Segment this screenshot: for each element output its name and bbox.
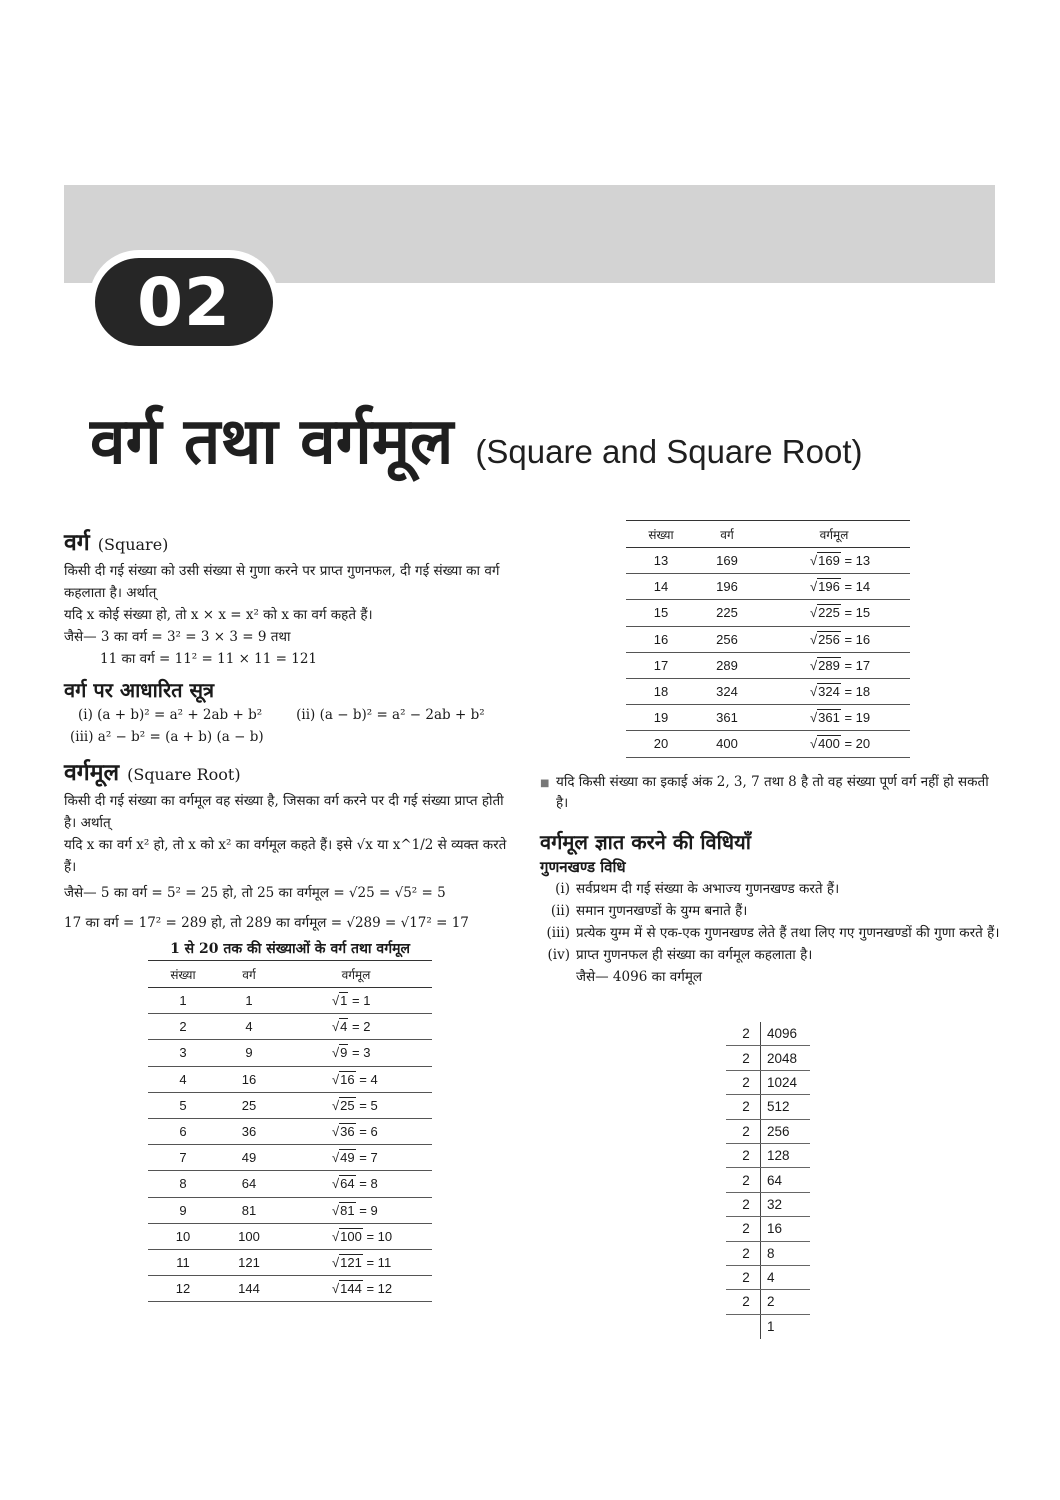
- chapter-title-english: (Square and Square Root): [475, 433, 863, 470]
- table-row: [626, 678, 910, 704]
- root-value: = 6: [359, 1124, 378, 1140]
- cell-root: [280, 1197, 432, 1223]
- chapter-title-hindi: वर्ग तथा वर्गमूल: [90, 405, 454, 479]
- root-definition: किसी दी गई संख्या का वर्गमूल वह संख्या है, जिसका वर्ग करने पर दी गई संख्या प्राप्त होती है। अर्थात्: [64, 793, 504, 831]
- chapter-title: [90, 395, 863, 482]
- cell-square: 64: [218, 1171, 280, 1197]
- step-text: सर्वप्रथम दी गई संख्या के अभाज्य गुणनखण्ड करते हैं।: [576, 880, 840, 897]
- divisor: 2: [742, 1074, 750, 1090]
- step-number: (i): [555, 880, 570, 897]
- step-text: समान गुणनखण्डों के युग्म बनाते हैं।: [576, 902, 748, 919]
- cell-root: [280, 1145, 432, 1171]
- squares-table-part-2: [626, 520, 910, 758]
- dividend: 512: [760, 1095, 810, 1118]
- division-row: [726, 1193, 810, 1217]
- table-row: [148, 988, 432, 1014]
- dividend: 1: [760, 1315, 810, 1339]
- cell-number: 8: [148, 1171, 218, 1197]
- division-row: [726, 1315, 810, 1339]
- root-value: = 12: [366, 1281, 393, 1297]
- col-header-number: संख्या: [148, 961, 218, 988]
- radicand: 169: [818, 553, 840, 569]
- cell-root: [280, 1066, 432, 1092]
- cell-root: [280, 1276, 432, 1302]
- cell-square: 36: [218, 1118, 280, 1144]
- division-row: [726, 1022, 810, 1046]
- cell-square: 25: [218, 1092, 280, 1118]
- step-text: प्राप्त गुणनफल ही संख्या का वर्गमूल कहलाता है।: [576, 946, 813, 963]
- sqrt-icon: √144: [332, 1281, 362, 1297]
- root-statement: यदि x का वर्ग x² हो, तो x को x² का वर्गमूल कहते हैं। इसे √x या x^1/2 से व्यक्त करते हैं।: [64, 837, 507, 875]
- cell-number: 2: [148, 1014, 218, 1040]
- sqrt-icon: √400: [810, 736, 840, 752]
- square-heading: [64, 528, 520, 560]
- radicand: 225: [818, 605, 840, 621]
- col-header-square: वर्ग: [696, 521, 758, 548]
- method-step: [540, 900, 1000, 922]
- cell-square: 4: [218, 1014, 280, 1040]
- table-row: [626, 731, 910, 757]
- divisor: 2: [742, 1245, 750, 1261]
- cell-square: 169: [696, 548, 758, 574]
- note-text: यदि किसी संख्या का इकाई अंक 2, 3, 7 तथा 8 है तो वह संख्या पूर्ण वर्ग नहीं हो सकती है।: [556, 773, 989, 811]
- step-text: प्रत्येक युग्म में से एक-एक गुणनखण्ड लेते हैं तथा लिए गए गुणनखण्डों की गुणा करते हैं।: [576, 924, 1000, 941]
- root-heading: [64, 758, 520, 790]
- division-row: [726, 1046, 810, 1070]
- dividend: 32: [760, 1193, 810, 1216]
- table-row: [148, 1276, 432, 1302]
- cell-number: 4: [148, 1066, 218, 1092]
- cell-square: 196: [696, 574, 758, 600]
- root-value: = 7: [359, 1150, 378, 1166]
- cell-root: [758, 574, 910, 600]
- table-row: [626, 600, 910, 626]
- sqrt-icon: √289: [810, 657, 840, 673]
- method-step: [540, 944, 1000, 966]
- radicand: 256: [818, 631, 840, 647]
- squares-table-part-1: [148, 960, 432, 1302]
- col-header-root: वर्गमूल: [280, 961, 432, 988]
- radicand: 16: [340, 1071, 355, 1087]
- division-row: [726, 1095, 810, 1119]
- bullet-square-icon: ■: [540, 777, 550, 789]
- dividend: 64: [760, 1168, 810, 1191]
- table-row: [148, 1066, 432, 1092]
- table-row: [148, 1197, 432, 1223]
- radicand: 400: [818, 736, 840, 752]
- divisor: 2: [742, 1148, 750, 1164]
- square-definition: किसी दी गई संख्या को उसी संख्या से गुणा करने पर प्राप्त गुणनफल, दी गई संख्या का वर्ग कहलाता है। अर्थात्: [64, 563, 500, 601]
- cell-number: 14: [626, 574, 696, 600]
- divisor: 2: [742, 1221, 750, 1237]
- division-row: [726, 1071, 810, 1095]
- dividend: 256: [760, 1120, 810, 1143]
- step-number: (ii): [550, 902, 570, 919]
- step-number: (iv): [547, 946, 570, 963]
- cell-number: 12: [148, 1276, 218, 1302]
- cell-number: 17: [626, 652, 696, 678]
- divisor: 2: [742, 1196, 750, 1212]
- cell-number: 5: [148, 1092, 218, 1118]
- col-header-square: वर्ग: [218, 961, 280, 988]
- right-column: [540, 520, 1000, 988]
- sqrt-icon: √16: [332, 1071, 355, 1087]
- divisor: 2: [742, 1172, 750, 1188]
- sqrt-icon: √196: [810, 579, 840, 595]
- cell-number: 19: [626, 705, 696, 731]
- dividend: 2048: [760, 1046, 810, 1069]
- cell-number: 10: [148, 1223, 218, 1249]
- square-heading-english: (Square): [97, 535, 169, 554]
- root-value: = 17: [844, 657, 871, 673]
- cell-square: 1: [218, 988, 280, 1014]
- table-row: [148, 1014, 432, 1040]
- root-value: = 10: [366, 1228, 393, 1244]
- divisor: 2: [742, 1099, 750, 1115]
- division-row: [726, 1120, 810, 1144]
- cell-root: [758, 600, 910, 626]
- square-example-2: 11 का वर्ग = 11² = 11 × 11 = 121: [100, 651, 318, 667]
- left-column: [64, 528, 520, 1302]
- division-row: [726, 1242, 810, 1266]
- root-value: = 9: [359, 1202, 378, 1218]
- table-row: [148, 1249, 432, 1275]
- cell-number: 13: [626, 548, 696, 574]
- dividend: 1024: [760, 1071, 810, 1094]
- formula-2: (ii) (a − b)² = a² − 2ab + b²: [296, 707, 485, 723]
- cell-root: [280, 1249, 432, 1275]
- cell-square: 81: [218, 1197, 280, 1223]
- sqrt-icon: √81: [332, 1202, 355, 1218]
- factor-method-heading: गुणनखण्ड विधि: [540, 857, 626, 876]
- cell-square: 16: [218, 1066, 280, 1092]
- sqrt-icon: √121: [332, 1254, 362, 1270]
- table-row: [148, 1223, 432, 1249]
- cell-root: [758, 731, 910, 757]
- radicand: 81: [340, 1202, 355, 1218]
- cell-root: [280, 1092, 432, 1118]
- radicand: 4: [340, 1019, 348, 1035]
- sqrt-icon: √324: [810, 684, 840, 700]
- table-row: [626, 626, 910, 652]
- square-heading-hindi: वर्ग: [64, 530, 90, 556]
- radicand: 324: [818, 684, 840, 700]
- method-example: जैसे— 4096 का वर्गमूल: [576, 968, 703, 985]
- cell-root: [758, 652, 910, 678]
- divisor: 2: [742, 1050, 750, 1066]
- radicand: 100: [340, 1228, 362, 1244]
- cell-root: [280, 1040, 432, 1066]
- method-step: [540, 922, 1000, 944]
- root-example-1: जैसे— 5 का वर्ग = 5² = 25 हो, तो 25 का वर्गमूल = √25 = √5² = 5: [64, 885, 446, 901]
- cell-number: 3: [148, 1040, 218, 1066]
- table-row: [626, 652, 910, 678]
- cell-square: 121: [218, 1249, 280, 1275]
- radicand: 144: [340, 1281, 362, 1297]
- cell-number: 16: [626, 626, 696, 652]
- root-value: = 15: [844, 605, 871, 621]
- note-bullet: [540, 772, 1000, 814]
- root-value: = 14: [844, 579, 871, 595]
- cell-number: 11: [148, 1249, 218, 1275]
- cell-root: [758, 548, 910, 574]
- root-value: = 16: [844, 631, 871, 647]
- divisor: 2: [742, 1123, 750, 1139]
- dividend: 2: [760, 1290, 810, 1313]
- division-row: [726, 1217, 810, 1241]
- radicand: 196: [818, 579, 840, 595]
- root-value: = 8: [359, 1176, 378, 1192]
- sqrt-icon: √4: [332, 1019, 348, 1035]
- sqrt-icon: √361: [810, 710, 840, 726]
- square-statement: यदि x कोई संख्या हो, तो x × x = x² को x का वर्ग कहते हैं।: [64, 607, 373, 623]
- cell-square: 9: [218, 1040, 280, 1066]
- table-row: [148, 1171, 432, 1197]
- cell-square: 100: [218, 1223, 280, 1249]
- sqrt-icon: √1: [332, 993, 348, 1009]
- sqrt-icon: √64: [332, 1176, 355, 1192]
- cell-square: 256: [696, 626, 758, 652]
- division-row: [726, 1168, 810, 1192]
- radicand: 64: [340, 1176, 355, 1192]
- table-row: [626, 548, 910, 574]
- method-steps: [540, 878, 1000, 988]
- formula-3: (iii) a² − b² = (a + b) (a − b): [70, 729, 264, 745]
- root-heading-english: (Square Root): [127, 765, 241, 784]
- radicand: 361: [818, 710, 840, 726]
- cell-root: [280, 1118, 432, 1144]
- root-value: = 1: [352, 993, 371, 1009]
- sqrt-icon: √9: [332, 1045, 348, 1061]
- cell-root: [280, 1014, 432, 1040]
- cell-root: [758, 705, 910, 731]
- radicand: 289: [818, 657, 840, 673]
- cell-root: [280, 1223, 432, 1249]
- root-value: = 2: [352, 1019, 371, 1035]
- radicand: 1: [340, 993, 348, 1009]
- cell-number: 9: [148, 1197, 218, 1223]
- table-row: [148, 1118, 432, 1144]
- root-value: = 3: [352, 1045, 371, 1061]
- dividend: 8: [760, 1242, 810, 1265]
- step-number: (iii): [546, 924, 570, 941]
- cell-number: 1: [148, 988, 218, 1014]
- table-caption: 1 से 20 तक की संख्याओं के वर्ग तथा वर्गमूल: [170, 941, 410, 957]
- cell-square: 361: [696, 705, 758, 731]
- root-value: = 19: [844, 710, 871, 726]
- cell-square: 225: [696, 600, 758, 626]
- cell-number: 20: [626, 731, 696, 757]
- radicand: 9: [340, 1045, 348, 1061]
- divisor: 2: [742, 1294, 750, 1310]
- radicand: 49: [340, 1150, 355, 1166]
- formulas-heading: वर्ग पर आधारित सूत्र: [64, 678, 215, 702]
- cell-number: 6: [148, 1118, 218, 1144]
- division-row: [726, 1144, 810, 1168]
- cell-root: [758, 678, 910, 704]
- root-example-2: 17 का वर्ग = 17² = 289 हो, तो 289 का वर्गमूल = √289 = √17² = 17: [64, 915, 469, 931]
- division-row: [726, 1290, 810, 1314]
- root-heading-hindi: वर्गमूल: [64, 760, 120, 786]
- radicand: 121: [340, 1254, 362, 1270]
- formula-1: (i) (a + b)² = a² + 2ab + b²: [78, 707, 263, 723]
- root-value: = 4: [359, 1071, 378, 1087]
- prime-factor-division: [726, 1022, 810, 1339]
- cell-number: 18: [626, 678, 696, 704]
- sqrt-icon: √100: [332, 1228, 362, 1244]
- divisor: 2: [742, 1026, 750, 1042]
- cell-square: 324: [696, 678, 758, 704]
- dividend: 16: [760, 1217, 810, 1240]
- table-row: [148, 1092, 432, 1118]
- cell-root: [280, 1171, 432, 1197]
- root-value: = 11: [366, 1254, 392, 1270]
- sqrt-icon: √169: [810, 553, 840, 569]
- chapter-number-badge: 02: [95, 258, 273, 346]
- sqrt-icon: √36: [332, 1124, 355, 1140]
- division-row: [726, 1266, 810, 1290]
- col-header-root: वर्गमूल: [758, 521, 910, 548]
- table-row: [148, 1145, 432, 1171]
- table-row: [626, 574, 910, 600]
- dividend: 4096: [760, 1022, 810, 1045]
- root-value: = 18: [844, 684, 871, 700]
- table-row: [148, 1040, 432, 1066]
- cell-square: 289: [696, 652, 758, 678]
- root-value: = 13: [844, 553, 871, 569]
- root-value: = 20: [844, 736, 871, 752]
- methods-heading: वर्गमूल ज्ञात करने की विधियाँ: [540, 829, 751, 854]
- radicand: 36: [340, 1124, 355, 1140]
- cell-root: [758, 626, 910, 652]
- cell-root: [280, 988, 432, 1014]
- divisor: 2: [742, 1270, 750, 1286]
- cell-number: 15: [626, 600, 696, 626]
- sqrt-icon: √25: [332, 1097, 355, 1113]
- cell-number: 7: [148, 1145, 218, 1171]
- dividend: 4: [760, 1266, 810, 1289]
- cell-square: 144: [218, 1276, 280, 1302]
- cell-square: 49: [218, 1145, 280, 1171]
- root-value: = 5: [359, 1097, 378, 1113]
- method-step: [540, 878, 1000, 900]
- sqrt-icon: √256: [810, 631, 840, 647]
- col-header-number: संख्या: [626, 521, 696, 548]
- radicand: 25: [340, 1097, 355, 1113]
- table-row: [626, 705, 910, 731]
- square-example-1: जैसे— 3 का वर्ग = 3² = 3 × 3 = 9 तथा: [64, 629, 291, 645]
- cell-square: 400: [696, 731, 758, 757]
- sqrt-icon: √49: [332, 1150, 355, 1166]
- dividend: 128: [760, 1144, 810, 1167]
- sqrt-icon: √225: [810, 605, 840, 621]
